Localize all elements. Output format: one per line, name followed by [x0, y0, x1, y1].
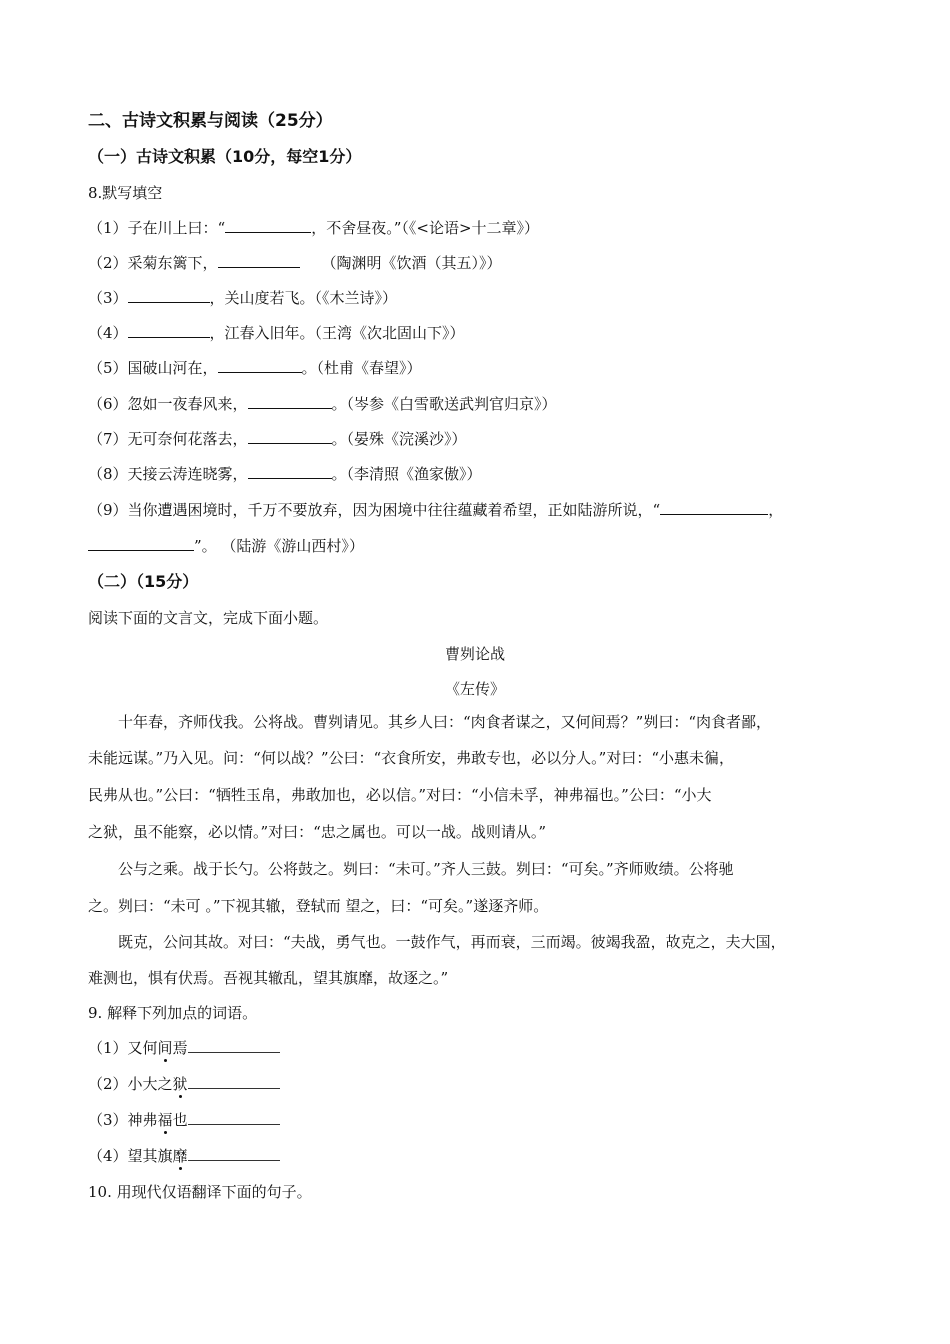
- q8-item-7: （7）无可奈何花落去， 。（晏殊《浣溪沙》）: [88, 430, 467, 448]
- q8-item-1: （1）子在川上曰：“ ，不舍昼夜。”（《<论语>十二章》）: [88, 219, 540, 237]
- passage-source: 《左传》: [444, 680, 505, 698]
- q8-label: 8.默写填空: [88, 184, 163, 202]
- q9-item-3: （3）神弗福也: [88, 1109, 280, 1131]
- dotted-word: 靡: [172, 1147, 188, 1165]
- passage-line: 难测也，惧有伏焉。吾视其辙乱，望其旗靡，故逐之。”: [88, 969, 449, 987]
- part2-title: （二）（15分）: [88, 572, 199, 591]
- q8-item-9-line1: （9）当你遭遇困境时，千万不要放弃，因为困境中往往蕴藏着希望，正如陆游所说，“ ，: [88, 501, 784, 519]
- q9-item-2: （2）小大之狱: [88, 1073, 280, 1095]
- passage-line: 未能远谋。”乃入见。问：“何以战？”公曰：“衣食所安，弗敢专也，必以分人。”对曰：“小惠未徧，: [88, 749, 735, 767]
- answer-blank[interactable]: [188, 1037, 280, 1053]
- part1-title: （一）古诗文积累（10分，每空1分）: [88, 147, 362, 166]
- passage-line: 之。刿曰：“未可 。”下视其辙，登轼而 望之，曰：“可矣。”遂逐齐师。: [88, 897, 549, 915]
- q8-item-9-line2: ”。 （陆游《游山西村》）: [88, 535, 364, 557]
- dotted-word: 间: [157, 1039, 173, 1057]
- answer-blank[interactable]: [248, 428, 332, 444]
- q8-item-2: （2）采菊东篱下， （陶渊明《饮酒（其五）》）: [88, 254, 502, 272]
- answer-blank[interactable]: [660, 499, 768, 515]
- q9-item-1: （1）又何间焉: [88, 1037, 280, 1059]
- section-title: 二、古诗文积累与阅读（25分）: [88, 111, 333, 131]
- answer-blank[interactable]: [188, 1109, 280, 1125]
- answer-blank[interactable]: [218, 357, 302, 373]
- q8-item-4: （4） ，江春入旧年。（王湾《次北固山下》）: [88, 324, 465, 342]
- passage-line: 之狱，虽不能察，必以情。”对曰：“忠之属也。可以一战。战则请从。”: [88, 823, 547, 841]
- dotted-word: 福: [157, 1111, 173, 1129]
- answer-blank[interactable]: [188, 1145, 280, 1161]
- passage-title: 曹刿论战: [444, 645, 505, 663]
- part2-instruction: 阅读下面的文言文，完成下面小题。: [88, 609, 329, 627]
- dotted-word: 狱: [172, 1075, 188, 1093]
- answer-blank[interactable]: [248, 393, 332, 409]
- answer-blank[interactable]: [88, 535, 194, 551]
- answer-blank[interactable]: [218, 252, 300, 268]
- passage-line: 既克，公问其故。对曰：“夫战，勇气也。一鼓作气，再而衰，三而竭。彼竭我盈，故克之，夫大国，: [118, 933, 786, 951]
- answer-blank[interactable]: [128, 322, 210, 338]
- q8-item-5: （5）国破山河在， 。（杜甫《春望》）: [88, 359, 422, 377]
- q9-label: 9. 解释下列加点的词语。: [88, 1004, 258, 1022]
- q8-item-3: （3） ，关山度若飞。（《木兰诗》）: [88, 289, 398, 307]
- passage-line: 公与之乘。战于长勺。公将鼓之。刿曰：“未可。”齐人三鼓。刿曰：“可矣。”齐师败绩。公将驰: [118, 860, 734, 878]
- passage-line: 十年春，齐师伐我。公将战。曹刿请见。其乡人曰：“肉食者谋之，又何间焉？”刿曰：“肉食者鄙，: [118, 713, 772, 731]
- answer-blank[interactable]: [248, 463, 332, 479]
- q10-label: 10. 用现代仅语翻译下面的句子。: [88, 1183, 312, 1201]
- q9-item-4: （4）望其旗靡: [88, 1145, 280, 1167]
- q8-item-8: （8）天接云涛连晓雾， 。（李清照《渔家傲》）: [88, 465, 482, 483]
- q8-item-6: （6）忽如一夜春风来， 。（岑参《白雪歌送武判官归京》）: [88, 395, 557, 413]
- answer-blank[interactable]: [188, 1073, 280, 1089]
- answer-blank[interactable]: [225, 217, 311, 233]
- passage-line: 民弗从也。”公曰：“牺牲玉帛，弗敢加也，必以信。”对曰：“小信未孚，神弗福也。”公曰：“小大: [88, 786, 712, 804]
- answer-blank[interactable]: [128, 287, 210, 303]
